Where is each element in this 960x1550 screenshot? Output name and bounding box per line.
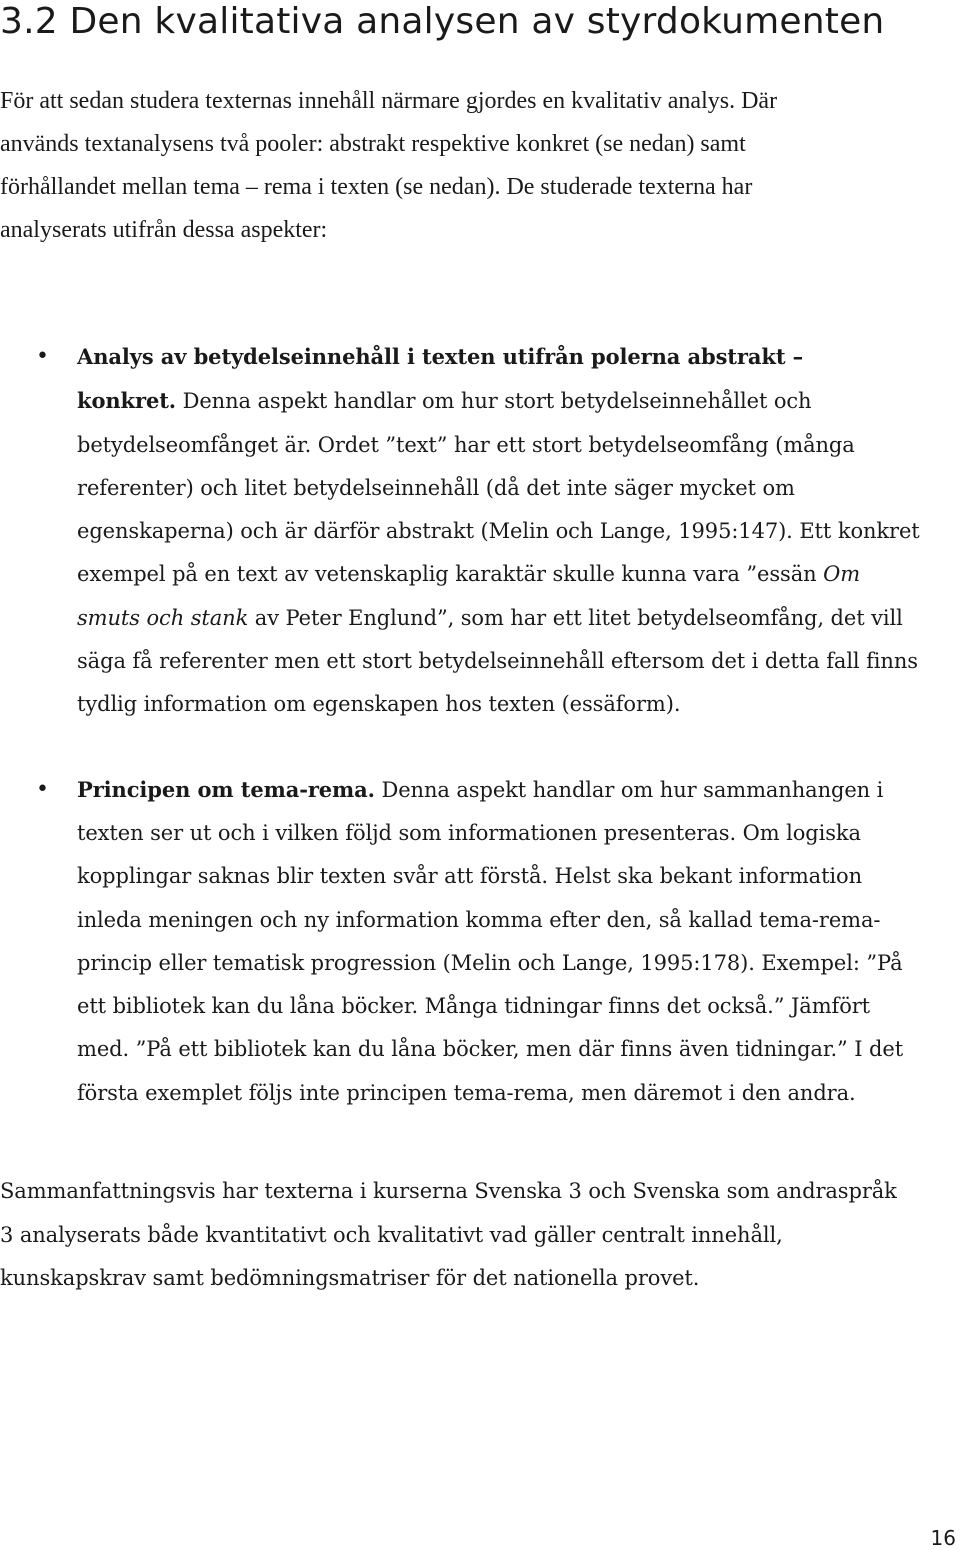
item-line: med. ”På ett bibliotek kan du låna böcker, men där finns även tidningar.” I det — [77, 1037, 904, 1062]
aspect-list — [0, 335, 960, 1115]
item-line: säga få referenter men ett stort betydelseinnehåll eftersom det i detta fall finns — [77, 649, 918, 674]
item-line: princip eller tematisk progression (Melin och Lange, 1995:178). Exempel: ”På — [77, 950, 903, 975]
item-text: exempel på en text av vetenskaplig karaktär skulle kunna vara ”essän — [77, 562, 824, 587]
book-title: Om — [823, 562, 861, 587]
item-line: texten ser ut och i vilken följd som informationen presenteras. Om logiska — [77, 820, 861, 845]
item-line — [77, 335, 960, 379]
item-line: betydelseomfånget är. Ordet ”text” har ett stort betydelseomfång (många — [77, 432, 855, 457]
item-line — [77, 597, 960, 640]
item-line: tydlig information om egenskapen hos texten (essäform). — [77, 692, 681, 717]
summary-paragraph — [0, 1170, 955, 1301]
item-line: inleda meningen och ny information komma efter den, så kallad tema-rema- — [77, 907, 881, 932]
book-title: smuts och stank — [77, 605, 249, 630]
item-line: referenter) och litet betydelseinnehåll (då det inte säger mycket om — [77, 475, 795, 500]
item-text: Denna aspekt handlar om hur stort betydelseinnehållet och — [176, 389, 812, 414]
summary-line: 3 analyserats både kvantitativt och kvalitativt vad gäller centralt innehåll, — [0, 1222, 783, 1247]
summary-line: kunskapskrav samt bedömningsmatriser för det nationella provet. — [0, 1266, 700, 1290]
bullet-icon: • — [36, 344, 49, 369]
page-number: 16 — [930, 1526, 956, 1550]
item-text: Denna aspekt handlar om hur sammanhangen i — [374, 777, 884, 802]
item-line — [77, 768, 960, 812]
item-line: egenskaperna) och är därför abstrakt (Melin och Lange, 1995:147). Ett konkret — [77, 519, 920, 544]
item-title: Principen om tema-rema. — [77, 776, 375, 802]
aspect-item-abstrakt-konkret — [0, 335, 960, 727]
item-line: kopplingar saknas blir texten svår att förstå. Helst ska bekant information — [77, 864, 863, 889]
intro-line: förhållandet mellan tema – rema i texten (se nedan). De studerade texterna har — [0, 174, 753, 200]
aspect-item-tema-rema — [0, 768, 960, 1115]
item-line — [77, 379, 960, 423]
bullet-icon: • — [36, 776, 49, 802]
item-title: konkret. — [77, 388, 177, 414]
item-title: Analys av betydelseinnehåll i texten utifrån polerna abstrakt – — [77, 344, 804, 369]
item-line — [77, 553, 960, 596]
summary-line: Sammanfattningsvis har texterna i kurserna Svenska 3 och Svenska som andraspråk — [0, 1179, 897, 1203]
intro-paragraph — [0, 80, 950, 252]
intro-line: används textanalysens två pooler: abstrakt respektive konkret (se nedan) samt — [0, 131, 746, 157]
intro-line: analyserats utifrån dessa aspekter: — [0, 217, 328, 243]
item-line: ett bibliotek kan du låna böcker. Många tidningar finns det också.” Jämfört — [77, 994, 871, 1019]
section-heading: 3.2 Den kvalitativa analysen av styrdokumenten — [0, 1, 885, 42]
intro-line: För att sedan studera texternas innehåll närmare gjordes en kvalitativ analys. Där — [0, 88, 778, 114]
item-line: första exemplet följs inte principen tema-rema, men däremot i den andra. — [77, 1080, 856, 1105]
item-text: av Peter Englund”, som har ett litet betydelseomfång, det vill — [248, 605, 903, 630]
